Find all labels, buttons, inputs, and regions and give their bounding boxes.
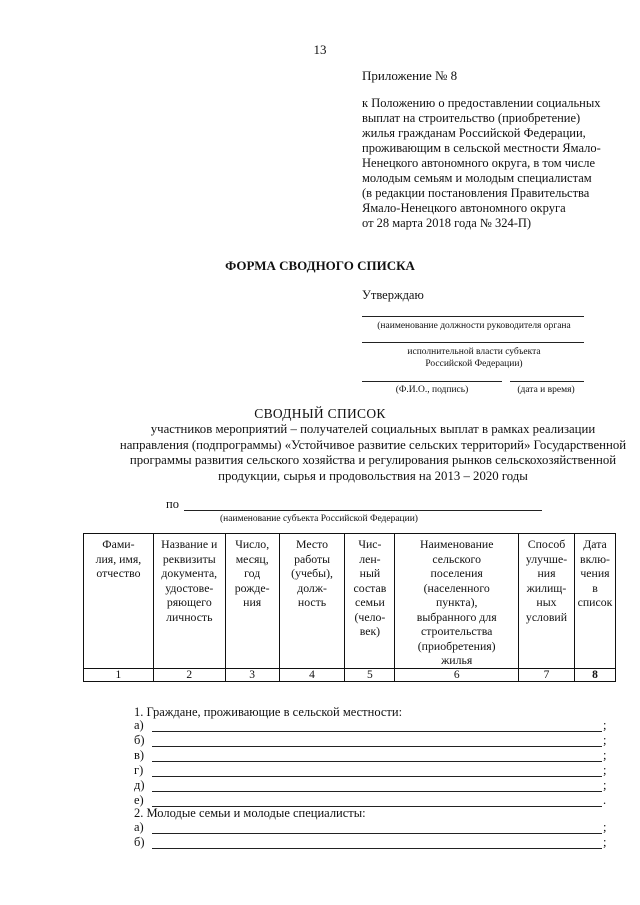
subtitle-line: программы развития сельского хозяйства и регулирования рынков сельскохозяйственной [129, 453, 617, 467]
row-end: ; [603, 718, 607, 732]
summary-table [83, 533, 616, 682]
row-end: ; [603, 748, 607, 762]
appendix-line: выплат на строительство (приобретение) [362, 111, 581, 125]
column-number: 8 [574, 668, 615, 681]
appendix-line: проживающим в сельской местности Ямало- [362, 141, 601, 155]
row-end: ; [603, 733, 607, 747]
appendix-title: Приложение № 8 [362, 68, 458, 83]
authority-line[interactable] [362, 342, 584, 343]
authority-caption-1: исполнительной власти субъекта [407, 347, 541, 357]
row-letter: е) [134, 793, 144, 807]
subject-caption: (наименование субъекта Российской Федерации) [220, 514, 418, 524]
row-end: ; [603, 835, 607, 849]
appendix-line: жилья гражданам Российской Федерации, [362, 126, 586, 140]
row-letter: а) [134, 718, 144, 732]
column-number: 7 [519, 668, 575, 681]
row-end: . [603, 793, 607, 807]
list-title: СВОДНЫЙ СПИСОК [254, 406, 386, 421]
appendix-line: от 28 марта 2018 года № 324-П) [362, 216, 532, 230]
section2-title: 2. Молодые семьи и молодые специалисты: [134, 806, 366, 820]
row-letter: б) [134, 733, 145, 747]
fio-caption: (Ф.И.О., подпись) [395, 385, 469, 395]
page-number: 13 [313, 42, 327, 57]
row-letter: а) [134, 820, 144, 834]
row-letter: г) [134, 763, 144, 777]
row-letter: в) [134, 748, 145, 762]
column-number: 6 [395, 668, 519, 681]
approve-label: Утверждаю [362, 288, 424, 302]
po-label: по [166, 497, 179, 511]
column-number: 3 [225, 668, 279, 681]
table-number-row [84, 668, 616, 681]
entry-line[interactable] [152, 761, 602, 762]
entry-line[interactable] [152, 731, 602, 732]
date-time-line[interactable] [510, 381, 584, 382]
date-caption: (дата и время) [517, 385, 575, 395]
header-settlement: Наименование сельского поселения (населенного пункта), выбранного для строительства (приобретения) жилья [395, 534, 519, 669]
form-title: ФОРМА СВОДНОГО СПИСКА [225, 258, 415, 273]
subtitle-line: участников мероприятий – получателей социальных выплат в рамках реализации [150, 422, 596, 436]
position-caption: (наименование должности руководителя органа [377, 321, 571, 331]
appendix-text [362, 96, 624, 231]
authority-caption-2: Российской Федерации) [425, 359, 523, 369]
header-id-document: Название и реквизиты документа, удостове- ряющего личность [153, 534, 225, 669]
header-improvement-method: Способ улучше- ния жилищ- ных условий [519, 534, 575, 669]
subtitle-line: направления (подпрограммы) «Устойчивое развитие сельских территорий» Государственной [119, 437, 627, 452]
entry-line[interactable] [152, 746, 602, 747]
position-line[interactable] [362, 316, 584, 317]
column-number: 4 [279, 668, 345, 681]
fio-signature-line[interactable] [362, 381, 502, 382]
row-end: ; [603, 763, 607, 777]
row-letter: б) [134, 835, 145, 849]
row-end: ; [603, 820, 607, 834]
column-number: 1 [84, 668, 154, 681]
header-full-name: Фами- лия, имя, отчество [84, 534, 154, 669]
entry-line[interactable] [152, 776, 602, 777]
entry-line[interactable] [152, 848, 602, 849]
appendix-line: Ненецкого автономного округа, в том числе [362, 156, 596, 170]
header-workplace: Место работы (учебы), долж- ность [279, 534, 345, 669]
column-number: 2 [153, 668, 225, 681]
subtitle-line: продукции, сырья и продовольствия на 2013 – 2020 годы [218, 468, 528, 483]
entry-line[interactable] [152, 833, 602, 834]
appendix-line: Ямало-Ненецкого автономного округа [362, 201, 566, 215]
column-number: 5 [345, 668, 395, 681]
header-birth-date: Число, месяц, год рожде- ния [225, 534, 279, 669]
subject-name-line[interactable] [184, 510, 542, 511]
appendix-line: (в редакции постановления Правительства [362, 186, 590, 200]
appendix-line: к Положению о предоставлении социальных [362, 96, 601, 110]
section1-title: 1. Граждане, проживающие в сельской местности: [134, 705, 403, 719]
list-subtitle [118, 422, 628, 484]
row-letter: д) [134, 778, 145, 792]
row-end: ; [603, 778, 607, 792]
entry-line[interactable] [152, 791, 602, 792]
header-inclusion-date: Дата вклю- чения в список [574, 534, 615, 669]
header-family-size: Чис- лен- ный состав семьи (чело- век) [345, 534, 395, 669]
appendix-line: молодым семьям и молодым специалистам [362, 171, 592, 185]
table-header-row [84, 534, 616, 669]
